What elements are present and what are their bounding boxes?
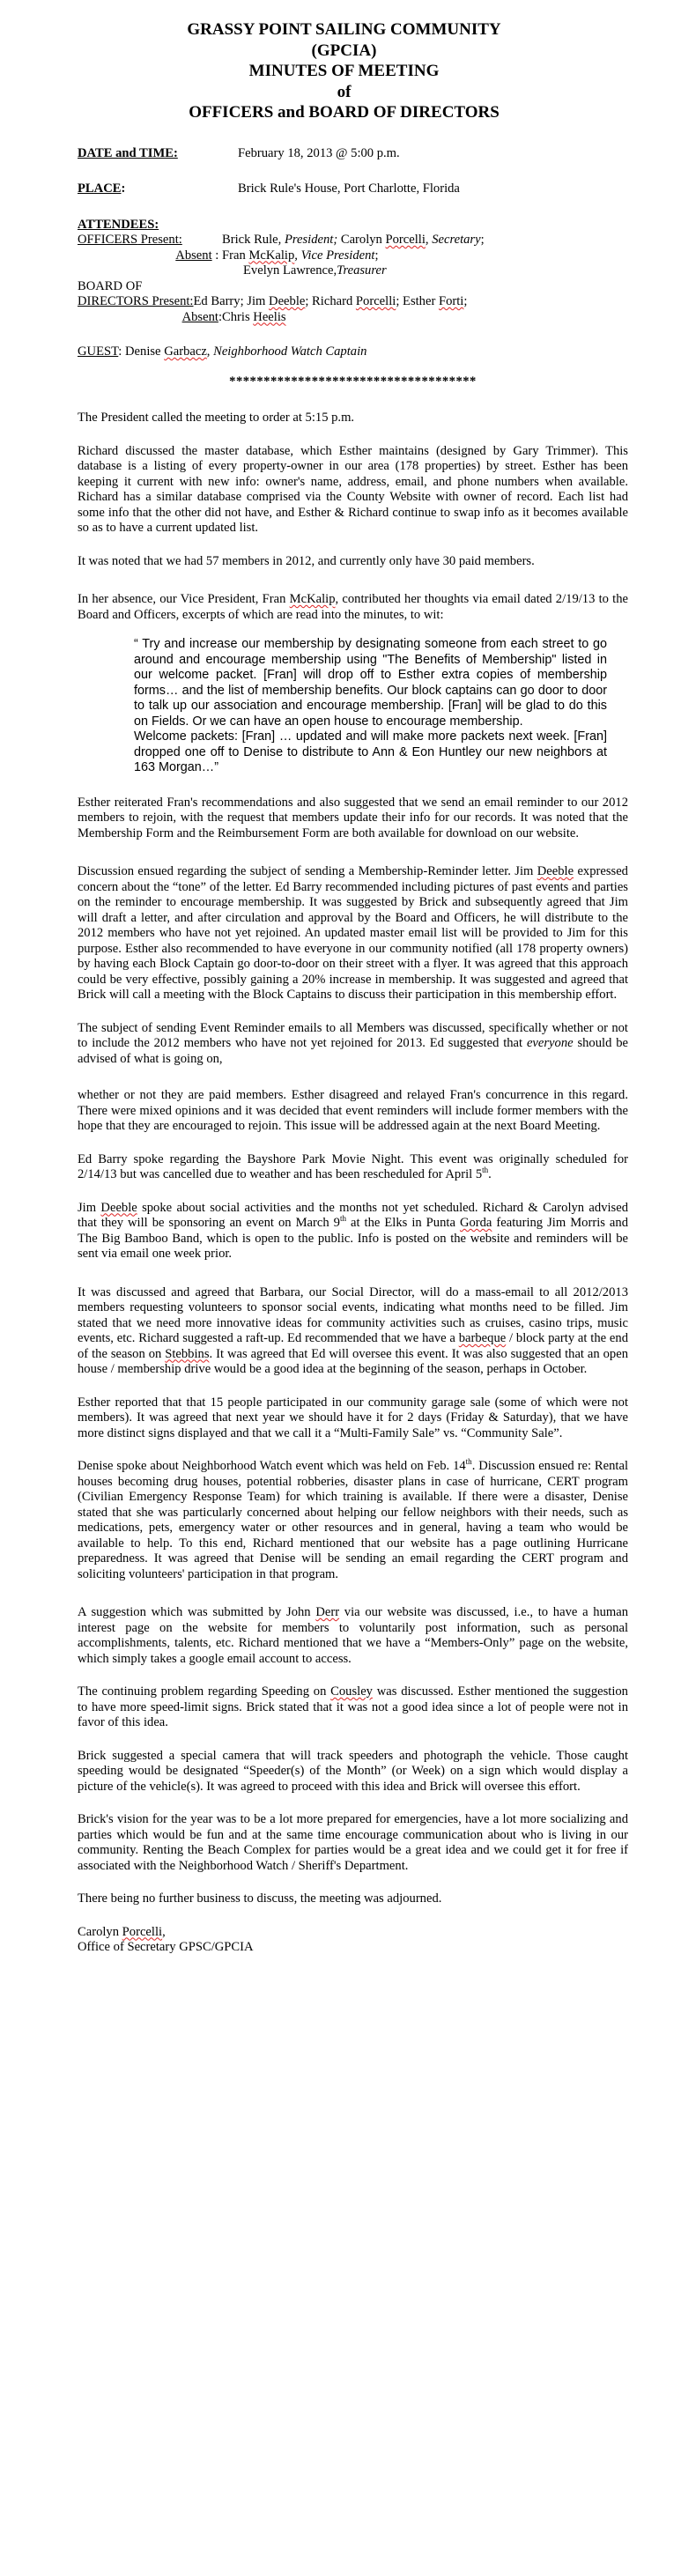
title-line-4: of (337, 82, 352, 101)
paragraph-adjourned: There being no further business to discuss, the meeting was adjourned. (78, 1891, 442, 1906)
officers-present-label: OFFICERS Present: (78, 233, 182, 247)
officers-present-row (78, 233, 628, 248)
paragraph-reminder-letter: Discussion ensued regarding the subject of sending a Membership-Reminder letter. Jim Deeble expressed concern about the “tone” of the letter. Ed Barry recommended including pictures of past events and parties on the reminder to encourage membership. It was suggested by Brick and subsequently agreed that Jim will draft a letter, and after circulation and approval by the Board and Officers, he will distribute to the 2012 members who have not yet rejoined. An updated master email list will be provided to Jim for this purpose. Esther also recommended to have everyone in our community notified (all 178 property owners) by having each Block Captain go door-to-door on their street with a flyer. It was agreed that this approach could be very effective, possibly gaining a 20% increase in membership. It was suggested and agreed that Brick will call a meeting with the Block Captains to discuss their participation in this membership effort. (78, 864, 628, 1002)
signature-name: Carolyn Porcelli, (78, 1924, 166, 1939)
quote-part-2: Welcome packets: [Fran] … updated and will make more packets next week. [Fran] dropped one off to Denise to distribute to Ann & Eon Huntley our new neighbors at 163 Morgan…” (134, 729, 607, 774)
directors-present-label: DIRECTORS Present: (78, 294, 194, 308)
directors-absent-value: Chris Heelis (222, 309, 286, 324)
signature-office: Office of Secretary GPSC/GPCIA (78, 1940, 254, 1954)
attendees-heading: ATTENDEES: (78, 217, 159, 232)
paragraph-vision: Brick's vision for the year was to be a lot more prepared for emergencies, have a lot more socializing and parties which would be fun and at the same time encourage communication about who is living in our community. Renting the Beach Complex for parties would be a great idea and we could get it for free if associated with the Neighborhood Watch / Sheriff's Department. (78, 1812, 628, 1873)
directors-present-value: Ed Barry; Jim Deeble; Richard Porcelli; Esther Forti; (193, 294, 468, 308)
paragraph-neighborhood-watch: Denise spoke about Neighborhood Watch event which was held on Feb. 14th. Discussion ensued re: Rental houses becoming drug houses, potential robberies, disaster plans in case of hurricane, CERT program (Civilian Emergency Response Team) for which training is available. If there were a disaster, Denise stated that she was particularly concerned about helping our fellow neighbors with their needs, such as medications, pets, emergency water or other resources and in general, having a team who would be available to help. To this end, Richard mentioned that our website has a page outlining Hurricane preparedness. It was agreed that Denise will be sending an email regarding the CERT program and soliciting volunteers' participation in that program. (78, 1457, 628, 1581)
paragraph-movie-night: Ed Barry spoke regarding the Bayshore Park Movie Night. This event was originally scheduled for 2/14/13 but was cancelled due to weather and has been rescheduled for April 5th. (78, 1151, 628, 1181)
board-label: BOARD OF (78, 278, 143, 293)
paragraph-speed-camera: Brick suggested a special camera that will track speeders and photograph the vehicle. Those caught speeding would be designated “Speeder(s) of the Month” (or Week) on a sign which would display a picture of the vehicle(s). It was agreed to proceed with this idea and Brick will oversee this effort. (78, 1748, 628, 1794)
paragraph-social-activities: Jim Deeble spoke about social activities and the months not yet scheduled. Richard & Carolyn advised that they will be sponsoring an event on March 9th at the Elks in Punta Gorda featuring Jim Morris and The Big Bamboo Band, which is open to the public. Info is posted on the website and reminders will be sent via email one week prior. (78, 1200, 629, 1261)
paragraph-garage-sale: Esther reported that that 15 people participated in our community garage sale (some of which were not members). It was agreed that next year we should have it for 2 days (Friday & Saturday), that we have more distinct signs displayed and that we call it a “Multi-Family Sale” vs. “Community Sale”. (78, 1395, 628, 1440)
title-line-2: (GPCIA) (311, 41, 377, 60)
directors-absent-row (78, 310, 628, 326)
quote-part-1: “ Try and increase our membership by designating someone from each street to go around and encourage membership using "The Benefits of Membership" listed in our welcome packet. [Fran] will drop off to Esther extra copies of membership forms… and the list of membership benefits. Our block captains can go door to door to talk up our association and encourage membership. [Fran] will be glad to do this on Fields. Or we can have an open house to encourage membership. (134, 637, 607, 729)
paragraph-event-reminders: The subject of sending Event Reminder emails to all Members was discussed, specifically whether or not to include the 2012 members who have not yet rejoined for 2013. Ed suggested that everyone should be advised of what is going on, (78, 1020, 628, 1066)
date-row (78, 146, 628, 162)
officers-absent-row (78, 248, 628, 279)
paragraph-social-director: It was discussed and agreed that Barbara, our Social Director, will do a mass-email to all 2012/2013 members requesting volunteers to sponsor social events, indicating what months need to be filled. Jim stated that we need more innovative ideas for community activities such as cruises, casino trips, music events, etc. Richard suggested a raft-up. Ed recommended that we have a barbeque / block party at the end of the season on Stebbins. It was agreed that Ed will oversee this event. It was also suggested that an open house / membership drive would be a good idea at the beginning of the season, perhaps in October. (78, 1284, 628, 1376)
paragraph-members-count: It was noted that we had 57 members in 2012, and currently only have 30 paid members. (78, 553, 535, 568)
title-line-1: GRASSY POINT SAILING COMMUNITY (187, 20, 501, 39)
paragraph-database: Richard discussed the master database, which Esther maintains (designed by Gary Trimmer). This database is a listing of every property-owner in our area (178 properties) by street. Esther has been keeping it current with new info: owner's name, address, email, and phone numbers when available. Richard has a similar database comprised via the County Website with owner of record. Each list had some info that the other did not have, and Esther & Richard continue to swap info as it becomes available so as to have a current updated list. (78, 443, 628, 535)
officers-absent-label: Absent : (175, 248, 219, 263)
officers-absent-value: Fran McKalip, Vice President; Evelyn Lawrence,Treasurer (222, 248, 387, 278)
date-label: DATE and TIME: (78, 145, 178, 160)
signature-block (78, 1925, 628, 1956)
place-row (78, 181, 628, 197)
place-label: PLACE: (78, 181, 126, 196)
guest-row: GUEST: Denise Garbacz, Neighborhood Watch Captain (78, 344, 367, 359)
paragraph-esther-reiterated: Esther reiterated Fran's recommendations and also suggested that we send an email reminder to our 2012 members to rejoin, with the request that members update their info for our records. It was noted that the Membership Form and the Reimbursement Form are both available for download on our website. (78, 795, 628, 840)
title-line-5: OFFICERS and BOARD OF DIRECTORS (189, 103, 500, 122)
email-quote (134, 637, 607, 776)
date-value: February 18, 2013 @ 5:00 p.m. (238, 145, 400, 160)
separator-stars: ************************************ (229, 374, 477, 389)
paragraph-speeding: The continuing problem regarding Speeding on Cousley was discussed. Esther mentioned the suggestion to have more speed-limit signs. Brick stated that it was not a good idea since a lot of people were not in favor of this idea. (78, 1684, 628, 1729)
directors-absent-label: Absent: (181, 309, 222, 324)
paragraph-vp-thoughts: In her absence, our Vice President, Fran McKalip, contributed her thoughts via email dated 2/19/13 to the Board and Officers, excerpts of which are read into the minutes, to wit: (78, 592, 628, 622)
paragraph-human-interest: A suggestion which was submitted by John Derr via our website was discussed, i.e., to have a human interest page on the website for members to voluntarily post information, such as personal accomplishments, talents, etc. Richard mentioned that we have a “Members-Only” page on the website, which simply takes a google email account to access. (78, 1605, 629, 1666)
document-title (78, 19, 628, 123)
place-value: Brick Rule's House, Port Charlotte, Florida (238, 181, 460, 196)
paragraph-paid-members: whether or not they are paid members. Esther disagreed and relayed Fran's concurrence in this regard. There were mixed opinions and it was decided that event reminders will include former members with the hope that they are encouraged to rejoin. This issue will be addressed again at the next Board Meeting. (78, 1088, 628, 1133)
paragraph-call-to-order: The President called the meeting to order at 5:15 p.m. (78, 411, 355, 425)
directors-present-row (78, 294, 628, 310)
officers-present-value: Brick Rule, President; Carolyn Porcelli, Secretary; (222, 233, 485, 247)
title-line-3: MINUTES OF MEETING (248, 62, 440, 80)
